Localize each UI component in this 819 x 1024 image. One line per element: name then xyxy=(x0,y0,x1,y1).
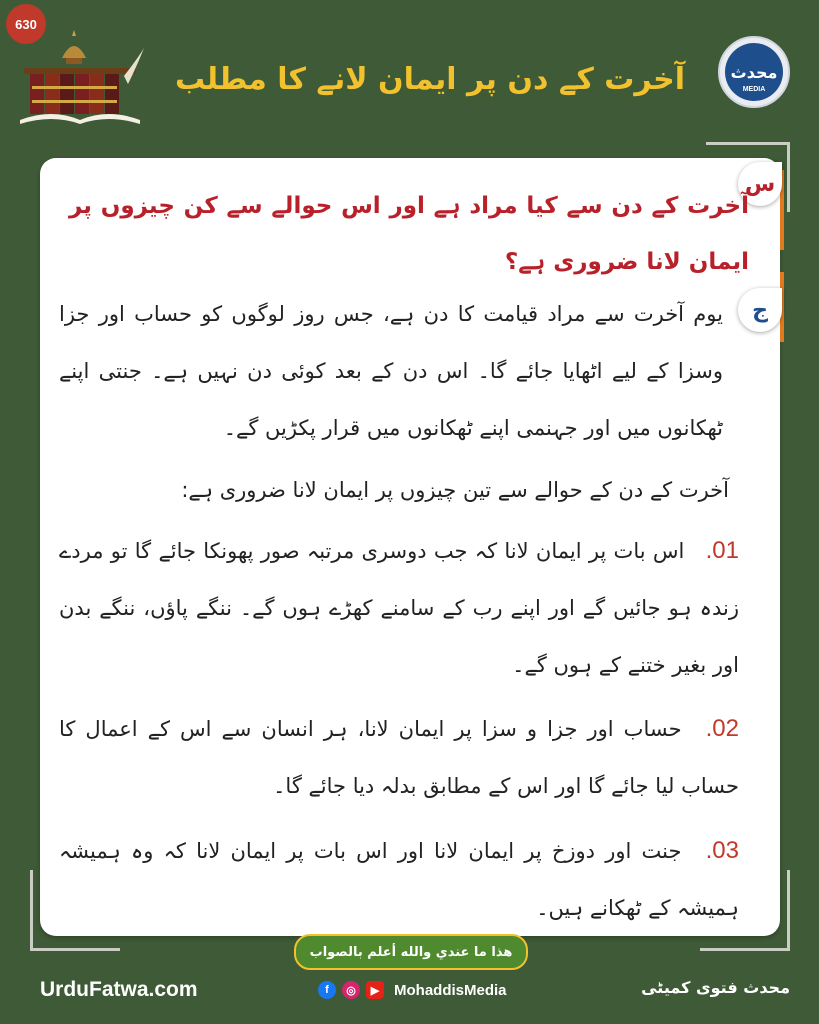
point-item-2 xyxy=(59,700,739,815)
logo-text: محدث xyxy=(730,62,778,82)
youtube-icon[interactable]: ▶ xyxy=(366,981,384,999)
point-text: اس بات پر ایمان لانا کہ جب دوسری مرتبہ صور پھونکا جائے گا تو مردے زندہ ہو جائیں گے اور اپنے رب کے سامنے کھڑے ہوں گے۔ ننگے پاؤں، ننگے بدن اور بغیر ختنے کے ہوں گے۔ xyxy=(59,539,739,677)
page-title: آخرت کے دن پر ایمان لانے کا مطلب xyxy=(175,62,685,97)
frame-top-right xyxy=(706,142,790,145)
point-number: 01. xyxy=(705,537,739,564)
point-number: 02. xyxy=(705,715,739,742)
frame-bottom-left xyxy=(30,948,120,951)
point-text: حساب اور جزا و سزا پر ایمان لانا، ہر انسان سے اس کے اعمال کا حساب لیا جائے گا اور اس کے مطابق بدلہ دیا جائے گا۔ xyxy=(59,717,739,798)
frame-bottom-right xyxy=(700,948,790,951)
closing-phrase-badge xyxy=(294,934,528,970)
frame-bottom-left-vertical xyxy=(30,870,33,951)
point-item-1 xyxy=(59,522,739,694)
instagram-icon[interactable]: ◎ xyxy=(342,981,360,999)
logo-subtext: MEDIA xyxy=(742,86,766,93)
question-label-icon: س xyxy=(738,162,782,206)
point-number: 03. xyxy=(705,837,739,864)
organization-name: محدث فتوی کمیٹی xyxy=(641,978,790,997)
website-link[interactable]: UrduFatwa.com xyxy=(40,978,198,1001)
point-text: جنت اور دوزخ پر ایمان لانا اور اس بات پر ایمان لانا کہ وہ ہمیشہ ہمیشہ کے ٹھکانے ہیں۔ xyxy=(59,839,739,920)
social-handle[interactable]: MohaddisMedia xyxy=(394,981,507,999)
answer-lead: آخرت کے دن کے حوالے سے تین چیزوں پر ایمان لانا ضروری ہے: xyxy=(181,478,729,502)
facebook-icon[interactable]: f xyxy=(318,981,336,999)
frame-bottom-right-vertical xyxy=(787,870,790,951)
point-item-3 xyxy=(59,822,739,937)
social-links xyxy=(318,981,507,999)
answer-intro: یوم آخرت سے مراد قیامت کا دن ہے، جس روز لوگوں کو حساب اور جزا وسزا کے لیے اٹھایا جائے گا۔ اس دن کے بعد کوئی دن نہیں ہے۔ جنتی اپنے ٹھکانوں میں اور جہنمی اپنے ٹھکانوں میں قرار پکڑیں گے۔ xyxy=(59,302,723,440)
question-text: آخرت کے دن سے کیا مراد ہے اور اس حوالے سے کن چیزوں پر ایمان لانا ضروری ہے؟ xyxy=(69,193,749,275)
books-logo-icon xyxy=(12,28,147,128)
answer-label-icon: ج xyxy=(738,288,782,332)
closing-phrase: هذا ما عندي والله أعلم بالصواب xyxy=(309,944,513,960)
frame-top-right-vertical xyxy=(787,142,790,212)
mohaddis-media-logo xyxy=(718,36,790,108)
page-number: 630 xyxy=(15,16,37,32)
